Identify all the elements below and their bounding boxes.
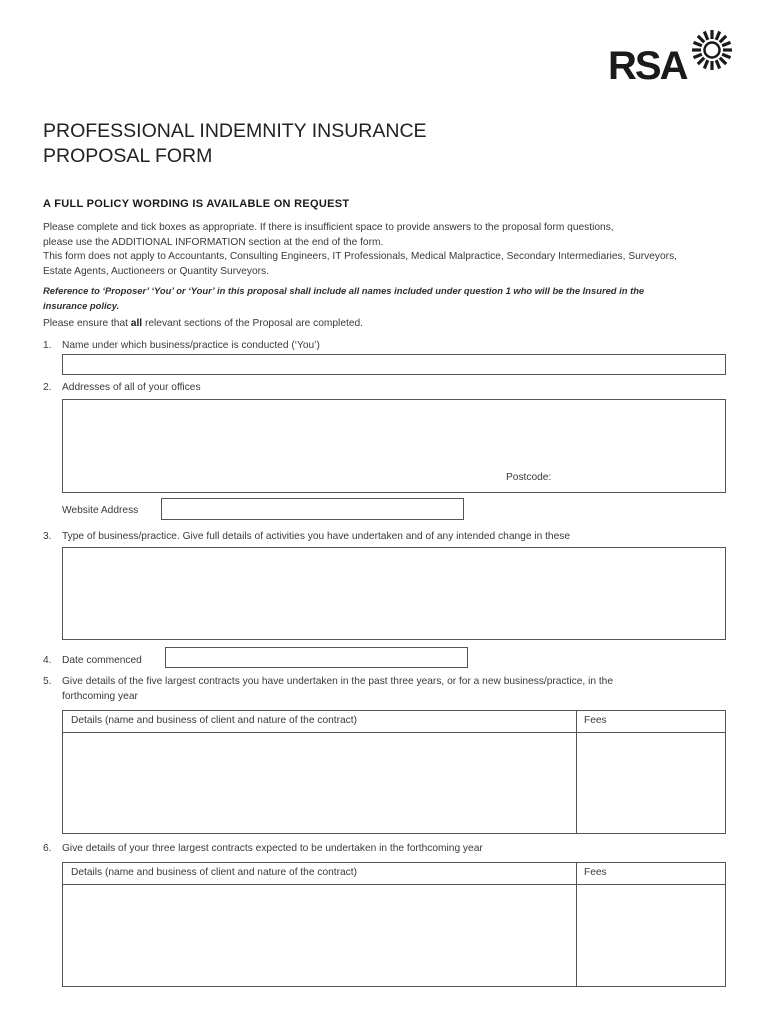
question-text: Give details of your three largest contracts expected to be undertaken in the forthcoming year xyxy=(62,843,483,854)
intro-line-3: This form does not apply to Accountants, Consulting Engineers, IT Professionals, Medical Malpractice, Secondary Intermediaries, Surveyors, xyxy=(43,251,678,263)
question-number: 3. xyxy=(43,531,52,542)
rsa-logo xyxy=(608,28,734,92)
ensure-after: relevant sections of the Proposal are completed. xyxy=(142,318,363,329)
note-line-1: Reference to ‘Proposer’ ‘You’ or ‘Your’ in this proposal shall include all names included under question 1 who will be the Insured in the xyxy=(43,285,645,296)
question-text: Name under which business/practice is conducted (‘You’) xyxy=(62,340,320,351)
expected-contract-fees-cell[interactable] xyxy=(577,884,725,986)
question-text: Date commenced xyxy=(62,655,142,666)
intro-paragraph xyxy=(43,221,733,280)
form-title xyxy=(43,119,427,169)
question-number: 6. xyxy=(43,843,52,854)
website-address-label: Website Address xyxy=(62,505,139,516)
fees-column-header: Fees xyxy=(584,715,607,726)
policy-wording-heading: A FULL POLICY WORDING IS AVAILABLE ON REQUEST xyxy=(43,198,350,210)
contract-fees-cell[interactable] xyxy=(577,732,725,833)
contract-details-cell[interactable] xyxy=(63,732,576,833)
expected-contract-details-cell[interactable] xyxy=(63,884,576,986)
title-line-2: PROPOSAL FORM xyxy=(43,145,213,167)
question-text-line-2: forthcoming year xyxy=(62,690,138,702)
note-line-2: insurance policy. xyxy=(43,299,120,311)
question-text-line-1: Give details of the five largest contracts you have undertaken in the past three years, or for a new business/practice, in the xyxy=(62,676,613,687)
fees-column-header: Fees xyxy=(584,867,607,878)
title-line-1: PROFESSIONAL INDEMNITY INSURANCE xyxy=(43,120,427,142)
office-addresses-field[interactable] xyxy=(62,399,726,493)
details-column-header: Details (name and business of client and nature of the contract) xyxy=(71,867,357,878)
details-column-header: Details (name and business of client and nature of the contract) xyxy=(71,715,357,726)
business-name-field[interactable] xyxy=(62,354,726,375)
question-number: 4. xyxy=(43,655,52,666)
question-number: 2. xyxy=(43,382,52,393)
question-number: 5. xyxy=(43,676,52,687)
website-address-field[interactable] xyxy=(161,498,464,520)
question-text: Addresses of all of your offices xyxy=(62,382,201,393)
proposer-reference-note xyxy=(43,284,733,313)
ensure-complete-text xyxy=(43,318,363,329)
ensure-bold: all xyxy=(130,318,143,329)
five-largest-contracts-table xyxy=(62,710,726,834)
intro-line-1: Please complete and tick boxes as appropriate. If there is insufficient space to provide answers to the proposal form questions, xyxy=(43,222,614,233)
question-number: 1. xyxy=(43,340,52,351)
logo-text: RSA xyxy=(608,44,687,88)
business-type-field[interactable] xyxy=(62,547,726,640)
question-text: Type of business/practice. Give full details of activities you have undertaken and of any intended change in these xyxy=(62,531,570,542)
intro-line-4: Estate Agents, Auctioneers or Quantity Surveyors. xyxy=(43,266,269,278)
intro-line-2: please use the ADDITIONAL INFORMATION section at the end of the form. xyxy=(43,236,384,248)
postcode-label: Postcode: xyxy=(506,472,552,483)
sunburst-icon xyxy=(690,28,734,72)
three-largest-contracts-table xyxy=(62,862,726,987)
ensure-before: Please ensure that xyxy=(43,318,131,329)
date-commenced-field[interactable] xyxy=(165,647,468,668)
